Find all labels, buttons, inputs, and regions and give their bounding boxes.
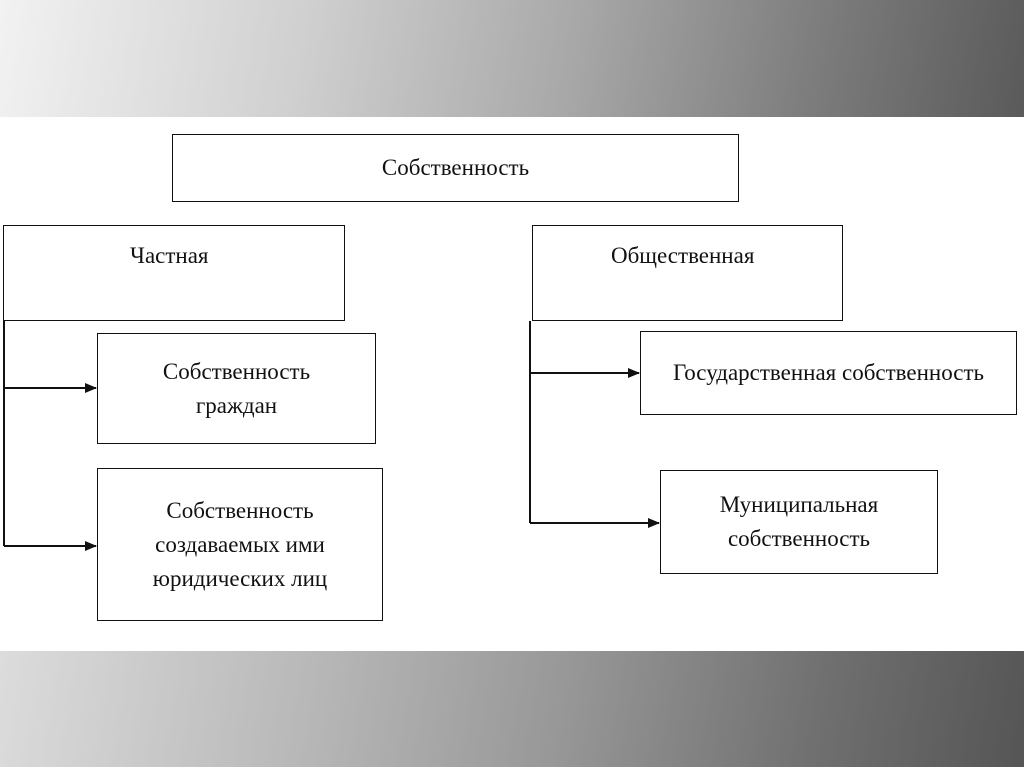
private-category-label: Частная (130, 243, 209, 268)
legal-entities-property-node (97, 468, 383, 621)
public-category-node (532, 225, 843, 321)
root-node-label: Собственность (381, 155, 530, 180)
diagram-canvas (0, 117, 1024, 651)
legal-entities-property-label: Собственность создаваемых ими юридических лиц (152, 497, 328, 591)
bottom-decorative-band (0, 651, 1024, 767)
private-category-node (3, 225, 345, 321)
citizens-property-label: Собственность граждан (162, 358, 311, 418)
citizens-property-node (97, 333, 376, 444)
municipal-property-node (660, 470, 938, 574)
state-property-node (640, 331, 1017, 415)
root-node (172, 134, 739, 202)
municipal-property-label: Муниципальная собственность (719, 492, 879, 551)
top-decorative-band (0, 0, 1024, 117)
public-category-label: Общественная (611, 243, 755, 268)
state-property-label: Государственная собственность (672, 360, 985, 385)
